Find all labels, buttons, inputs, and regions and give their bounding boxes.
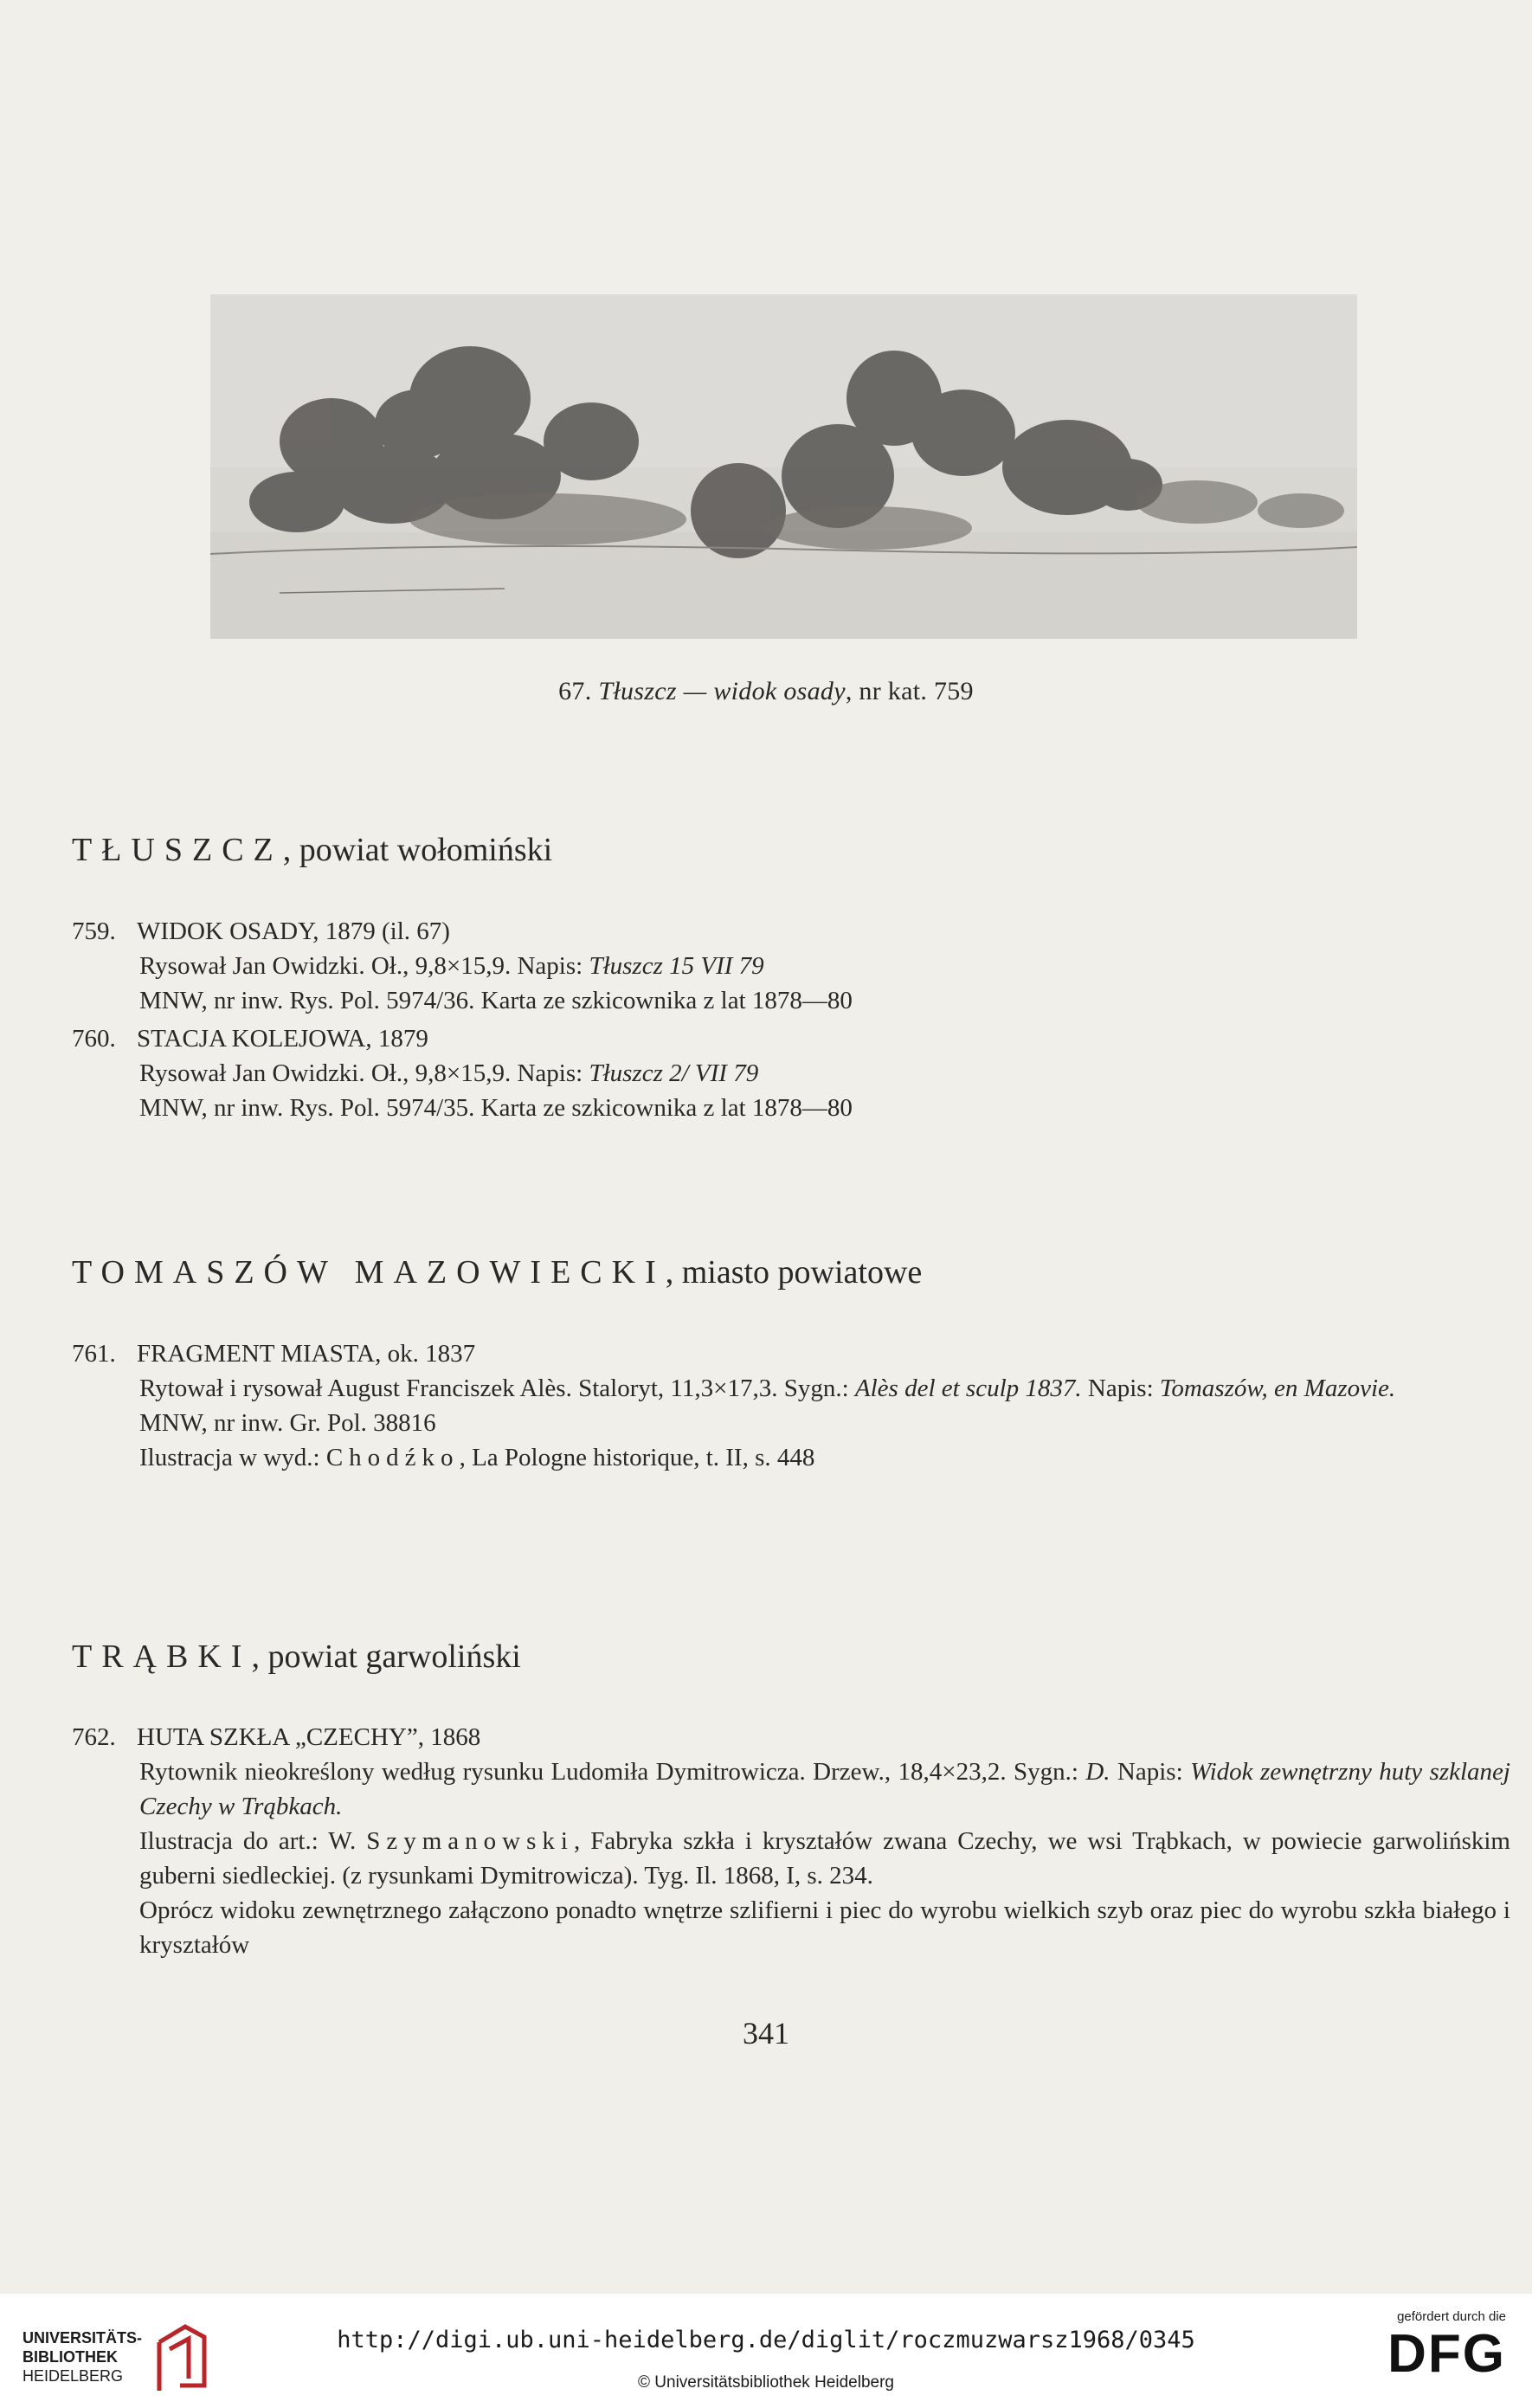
catalog-entry-761: 761. FRAGMENT MIASTA, ok. 1837 Rytował i rysował August Franciszek Alès. Staloryt, 11,3×17,3. Sygn.: Alès del et sculp 1837. Napis: Tomaszów, en Mazovie. MNW, nr inw. Gr. Pol. 38816 Ilustracja w wyd.: Chodźko, La Pologne historique, t. II, s. 448 [72,1340,1396,1471]
dfg-funded-label: gefördert durch die [1397,2309,1506,2324]
copyright-notice: © Universitätsbibliothek Heidelberg [638,2373,894,2392]
dfg-logo[interactable] [1376,2309,1506,2396]
section-heading-tluszcz: TŁUSZCZ, powiat wołomiński [72,832,553,868]
section-heading-tomaszow: TOMASZÓW MAZOWIECKI, miasto powiatowe [72,1254,923,1291]
figure-caption: 67. Tłuszcz — widok osady, nr kat. 759 [558,677,974,705]
ub-line-1: UNIVERSITÄTS- [23,2329,143,2347]
footer-bar [0,2294,1532,2408]
dfg-wordmark: DFG [1387,2324,1506,2384]
catalog-entry-760: 760. STACJA KOLEJOWA, 1879 Rysował Jan Owidzki. Oł., 9,8×15,9. Napis: Tłuszcz 2/ VII 79 MNW, nr inw. Rys. Pol. 5974/35. Karta ze szkicownika z lat 1878—80 [72,1025,853,1122]
illustration-sketch [210,294,1357,639]
ub-line-2: BIBLIOTHEK [23,2348,118,2366]
permalink-url[interactable]: http://digi.ub.uni-heidelberg.de/diglit/roczmuzwarsz1968/0345 [337,2327,1195,2353]
catalog-entry-759: 759. WIDOK OSADY, 1879 (il. 67) Rysował Jan Owidzki. Oł., 9,8×15,9. Napis: Tłuszcz 15 VII 79 MNW, nr inw. Rys. Pol. 5974/36. Karta ze szkicownika z lat 1878—80 [72,917,853,1014]
ub-line-3: HEIDELBERG [23,2367,124,2385]
section-heading-trabki: TRĄBKI, powiat garwoliński [72,1639,521,1675]
page-number: 341 [743,2016,789,2051]
catalog-entry-762: 762. HUTA SZKŁA „CZECHY”, 1868 Rytownik nieokreślony według rysunku Ludomiła Dymitrowicza. Drzew., 18,4×23,2. Sygn.: D. Napis: Widok zewnętrzny huty szklanej Czechy w Trąbkach. Ilustracja do art.: W. Szymanowski, Fabryka szkła i kryształów zwana Czechy, we wsi Trąbkach, w powiecie garwolińskim guberni siedleckiej. (z rysunkami Dymitrowicza). Tyg. Il. 1868, I, s. 234. Oprócz widoku zewnętrznego załączono ponadto wnętrze szlifierni i piec do wyrobu wielkich szyb oraz piec do wyrobu szkła białego i kryształów [72,1723,1510,1959]
